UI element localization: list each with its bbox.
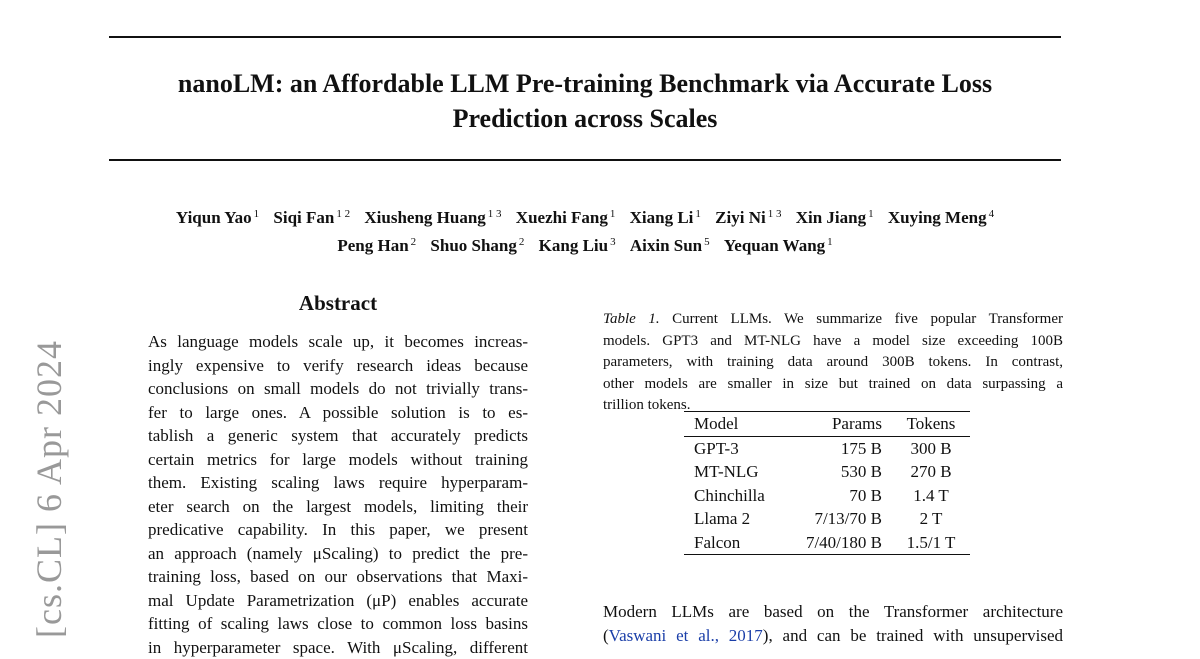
author-line <box>100 202 1070 230</box>
cell-params: 175 B <box>786 436 892 460</box>
cell-tokens: 2 T <box>892 507 970 531</box>
cell-model: Llama 2 <box>684 507 786 531</box>
cell-model: MT-NLG <box>684 460 786 484</box>
abstract-line: certain metrics for large models without training <box>148 448 528 472</box>
top-rule <box>109 36 1061 38</box>
title-line: nanoLM: an Affordable LLM Pre-training Benchmark via Accurate Loss <box>109 66 1061 101</box>
author-affiliation: 5 <box>704 236 710 248</box>
author <box>888 208 994 227</box>
author-name: Xuezhi Fang <box>516 208 608 227</box>
author <box>630 236 710 255</box>
bottom-rule <box>109 159 1061 161</box>
cell-tokens: 1.4 T <box>892 484 970 508</box>
caption-line <box>603 309 1063 331</box>
abstract-line: ingly expensive to verify research ideas because <box>148 354 528 378</box>
table-caption <box>603 309 1063 417</box>
paper-title <box>109 66 1061 136</box>
author <box>630 208 701 227</box>
cell-model: Falcon <box>684 531 786 555</box>
author-affiliation: 1 2 <box>336 208 350 220</box>
cell-params: 70 B <box>786 484 892 508</box>
abstract-text <box>148 330 528 659</box>
author-name: Kang Liu <box>539 236 608 255</box>
abstract-line: an approach (namely μScaling) to predict the pre- <box>148 542 528 566</box>
author-name: Yequan Wang <box>724 236 825 255</box>
author <box>715 208 781 227</box>
author <box>176 208 259 227</box>
table-row <box>684 507 970 531</box>
author <box>724 236 833 255</box>
author-affiliation: 1 3 <box>768 208 782 220</box>
table-header-row <box>684 412 970 437</box>
cell-tokens: 1.5/1 T <box>892 531 970 555</box>
abstract-line: fitting of scaling laws close to common loss basins <box>148 612 528 636</box>
arxiv-stamp: [cs.CL] 6 Apr 2024 <box>28 340 70 638</box>
abstract-line: training loss, based on our observations that Maxi- <box>148 565 528 589</box>
author <box>364 208 501 227</box>
author-affiliation: 3 <box>610 236 616 248</box>
abstract-line: predicative capability. In this paper, we present <box>148 518 528 542</box>
author-name: Xiang Li <box>630 208 694 227</box>
author-affiliation: 1 3 <box>488 208 502 220</box>
author-name: Ziyi Ni <box>715 208 766 227</box>
author <box>273 208 350 227</box>
cell-model: GPT-3 <box>684 436 786 460</box>
abstract-heading: Abstract <box>148 291 528 316</box>
table-row <box>684 460 970 484</box>
author <box>539 236 616 255</box>
cell-params: 7/13/70 B <box>786 507 892 531</box>
abstract-line: eter search on the largest models, limiting their <box>148 495 528 519</box>
caption-text: Current LLMs. We summarize five popular Transformer <box>672 311 1063 327</box>
caption-line: parameters, with training data around 300B tokens. In contrast, <box>603 352 1063 374</box>
author-affiliation: 1 <box>254 208 260 220</box>
caption-label: Table 1. <box>603 311 660 327</box>
abstract-line: mal Update Parametrization (μP) enables accurate <box>148 589 528 613</box>
author-name: Xiusheng Huang <box>364 208 485 227</box>
author-line <box>100 230 1070 258</box>
header-params: Params <box>786 412 892 437</box>
author <box>430 236 524 255</box>
body-paragraph <box>603 600 1063 648</box>
caption-line: models. GPT3 and MT-NLG have a model size exceeding 100B <box>603 331 1063 353</box>
table-row <box>684 484 970 508</box>
caption-line: trillion tokens. <box>603 395 1063 417</box>
table-row <box>684 531 970 555</box>
abstract-line: fer to large ones. A possible solution is to es- <box>148 401 528 425</box>
llm-table <box>684 411 970 555</box>
author-name: Siqi Fan <box>273 208 334 227</box>
author-affiliation: 2 <box>411 236 417 248</box>
author-affiliation: 1 <box>695 208 701 220</box>
abstract-line: in hyperparameter space. With μScaling, different <box>148 636 528 659</box>
abstract-line: conclusions on small models do not trivially trans- <box>148 377 528 401</box>
title-line: Prediction across Scales <box>109 101 1061 136</box>
abstract-line: them. Existing scaling laws require hyperparam- <box>148 471 528 495</box>
author-list <box>100 202 1070 258</box>
body-line: Modern LLMs are based on the Transformer architecture <box>603 600 1063 624</box>
citation-link[interactable]: Vaswani et al., 2017 <box>609 626 763 645</box>
cell-model: Chinchilla <box>684 484 786 508</box>
cell-params: 7/40/180 B <box>786 531 892 555</box>
author-affiliation: 2 <box>519 236 525 248</box>
author-name: Peng Han <box>337 236 408 255</box>
cell-tokens: 270 B <box>892 460 970 484</box>
author-name: Shuo Shang <box>430 236 516 255</box>
author <box>796 208 874 227</box>
paren-open: ( <box>603 626 609 645</box>
header-tokens: Tokens <box>892 412 970 437</box>
author-affiliation: 4 <box>989 208 995 220</box>
body-text: ), and can be trained with unsupervised <box>763 626 1063 645</box>
author-name: Aixin Sun <box>630 236 702 255</box>
author-affiliation: 1 <box>827 236 833 248</box>
author-affiliation: 1 <box>610 208 616 220</box>
table-row <box>684 436 970 460</box>
cell-params: 530 B <box>786 460 892 484</box>
caption-line: other models are smaller in size but trained on data surpassing a <box>603 374 1063 396</box>
author-name: Xuying Meng <box>888 208 987 227</box>
author <box>516 208 616 227</box>
author-name: Xin Jiang <box>796 208 866 227</box>
author <box>337 236 416 255</box>
cell-tokens: 300 B <box>892 436 970 460</box>
author-name: Yiqun Yao <box>176 208 252 227</box>
author-affiliation: 1 <box>868 208 874 220</box>
body-line <box>603 624 1063 648</box>
abstract-line: tablish a generic system that accurately predicts <box>148 424 528 448</box>
header-model: Model <box>684 412 786 437</box>
abstract-line: As language models scale up, it becomes increas- <box>148 330 528 354</box>
